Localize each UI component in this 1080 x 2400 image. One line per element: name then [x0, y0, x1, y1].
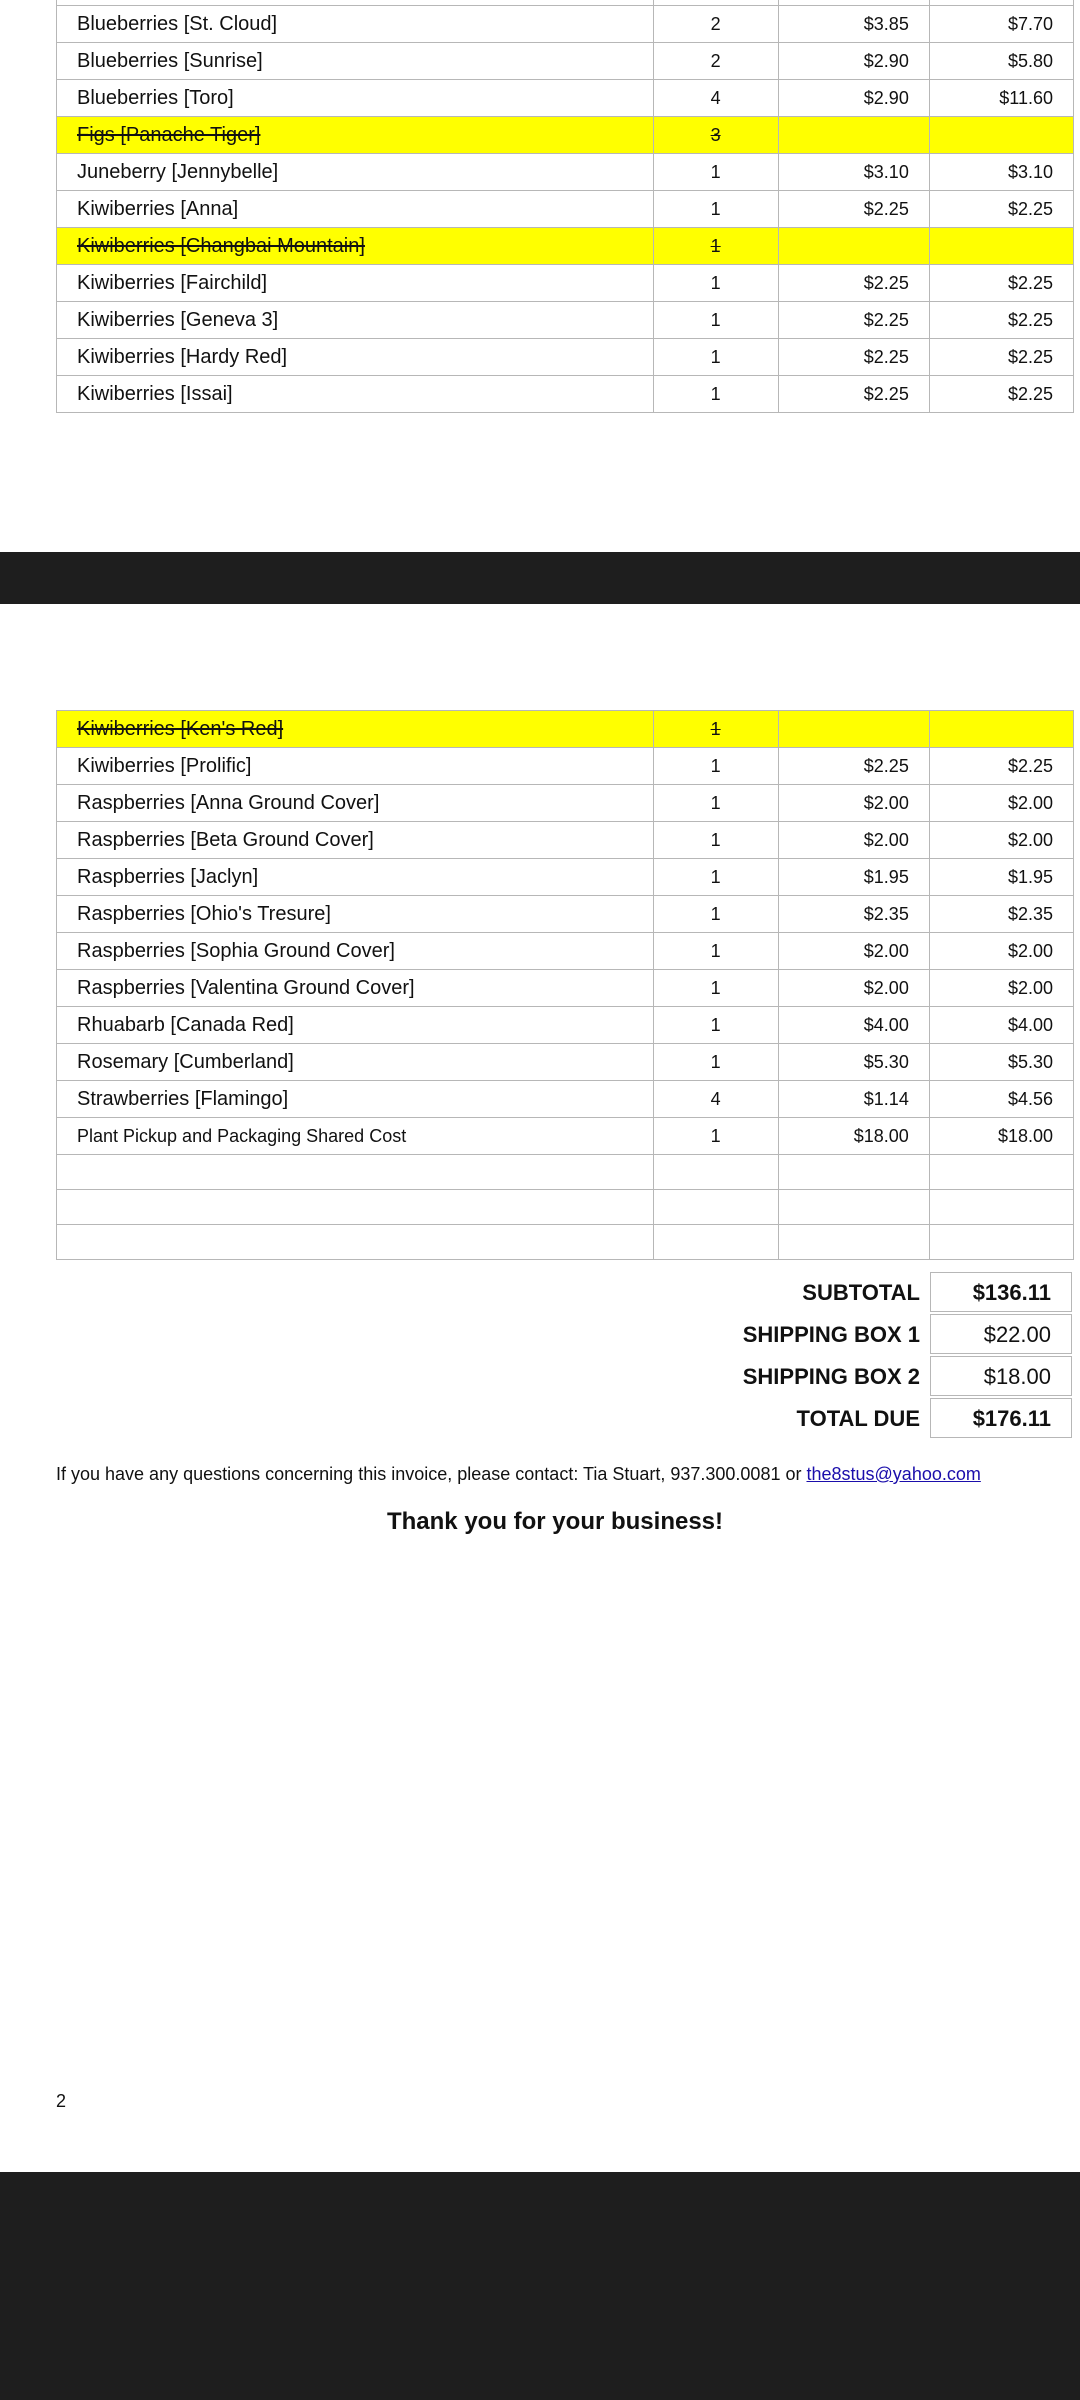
unit-price-cell	[778, 228, 929, 265]
quantity-cell: 1	[653, 376, 778, 413]
empty-cell	[778, 1225, 929, 1260]
item-name-cell: Figs [Panache Tiger]	[57, 117, 654, 154]
quantity-cell: 1	[653, 228, 778, 265]
table-row	[57, 339, 1074, 376]
unit-price-cell	[778, 711, 929, 748]
unit-price-cell: $2.25	[778, 339, 929, 376]
item-name-cell: Raspberries [Valentina Ground Cover]	[57, 970, 654, 1007]
item-name-cell: Kiwiberries [Geneva 3]	[57, 302, 654, 339]
table-row	[57, 154, 1074, 191]
thank-you-message: Thank you for your business!	[386, 1508, 724, 1535]
total-due-value: $176.11	[930, 1398, 1072, 1438]
unit-price-cell: $2.00	[778, 970, 929, 1007]
viewer-background	[0, 2172, 1080, 2400]
line-total-cell: $2.25	[929, 376, 1073, 413]
empty-cell	[929, 1190, 1073, 1225]
unit-price-cell: $2.90	[778, 80, 929, 117]
table-row	[57, 748, 1074, 785]
table-row	[57, 785, 1074, 822]
quantity-cell: 1	[653, 748, 778, 785]
item-name-cell: Rosemary [Cumberland]	[57, 1044, 654, 1081]
shipping-box-1-value: $22.00	[930, 1314, 1072, 1354]
quantity-cell: 2	[653, 6, 778, 43]
item-name-cell: Kiwiberries [Anna]	[57, 191, 654, 228]
unit-price-cell: $18.00	[778, 1118, 929, 1155]
line-total-cell: $2.00	[929, 933, 1073, 970]
line-total-cell: $2.00	[929, 970, 1073, 1007]
item-name-cell: Rhuabarb [Canada Red]	[57, 1007, 654, 1044]
unit-price-cell: $3.10	[778, 154, 929, 191]
unit-price-cell: $2.25	[778, 302, 929, 339]
line-total-cell: $4.00	[929, 1007, 1073, 1044]
contact-email-link[interactable]: the8stus@yahoo.com	[806, 1464, 981, 1484]
table-row	[57, 80, 1074, 117]
empty-cell	[778, 1190, 929, 1225]
subtotal-label: SUBTOTAL	[802, 1280, 920, 1305]
item-name-cell: Kiwiberries [Prolific]	[57, 748, 654, 785]
item-name-cell: Juneberry [Jennybelle]	[57, 154, 654, 191]
shipping-box-1-row	[0, 1314, 1080, 1356]
unit-price-cell: $4.00	[778, 1007, 929, 1044]
table-row	[57, 822, 1074, 859]
quantity-cell: 1	[653, 970, 778, 1007]
line-total-cell	[929, 228, 1073, 265]
line-total-cell: $5.30	[929, 1044, 1073, 1081]
item-name-cell: Raspberries [Ohio's Tresure]	[57, 896, 654, 933]
item-name-cell: Raspberries [Sophia Ground Cover]	[57, 933, 654, 970]
table-row	[57, 191, 1074, 228]
quantity-cell: 1	[653, 1007, 778, 1044]
quantity-cell: 1	[653, 265, 778, 302]
unit-price-cell: $1.95	[778, 859, 929, 896]
shipping-box-2-row	[0, 1356, 1080, 1398]
table-row	[57, 117, 1074, 154]
quantity-cell: 1	[653, 711, 778, 748]
unit-price-cell: $2.25	[778, 265, 929, 302]
table-row	[57, 1118, 1074, 1155]
empty-table-row	[57, 1155, 1074, 1190]
quantity-cell: 1	[653, 154, 778, 191]
quantity-cell: 1	[653, 339, 778, 376]
empty-cell	[653, 1225, 778, 1260]
quantity-cell: 2	[653, 43, 778, 80]
line-total-cell: $2.35	[929, 896, 1073, 933]
quantity-cell: 1	[653, 1118, 778, 1155]
unit-price-cell: $3.85	[778, 6, 929, 43]
invoice-items-table-page-1	[56, 0, 1074, 413]
table-row	[57, 6, 1074, 43]
unit-price-cell: $2.35	[778, 896, 929, 933]
unit-price-cell: $2.25	[778, 191, 929, 228]
table-row	[57, 933, 1074, 970]
document-page-2	[0, 604, 1080, 2172]
item-name-cell: Kiwiberries [Fairchild]	[57, 265, 654, 302]
table-row	[57, 302, 1074, 339]
table-row	[57, 859, 1074, 896]
page-gap	[0, 552, 1080, 604]
table-row	[57, 1044, 1074, 1081]
unit-price-cell: $2.25	[778, 748, 929, 785]
shipping-box-2-label: SHIPPING BOX 2	[742, 1364, 920, 1389]
empty-cell	[929, 1155, 1073, 1190]
quantity-cell: 1	[653, 933, 778, 970]
item-name-cell: Blueberries [Toro]	[57, 80, 654, 117]
empty-cell	[57, 1155, 654, 1190]
quantity-cell: 1	[653, 896, 778, 933]
line-total-cell: $2.25	[929, 339, 1073, 376]
table-row	[57, 711, 1074, 748]
unit-price-cell: $1.14	[778, 1081, 929, 1118]
empty-cell	[57, 1225, 654, 1260]
empty-cell	[929, 1225, 1073, 1260]
quantity-cell: 1	[653, 785, 778, 822]
table-row	[57, 376, 1074, 413]
empty-cell	[57, 1190, 654, 1225]
quantity-cell: 1	[653, 859, 778, 896]
line-total-cell: $5.80	[929, 43, 1073, 80]
quantity-cell: 1	[653, 302, 778, 339]
quantity-cell: 1	[653, 822, 778, 859]
line-total-cell	[929, 711, 1073, 748]
line-total-cell: $2.00	[929, 785, 1073, 822]
empty-cell	[778, 1155, 929, 1190]
empty-table-row	[57, 1225, 1074, 1260]
item-name-cell: Kiwiberries [Issai]	[57, 376, 654, 413]
table-row	[57, 1007, 1074, 1044]
total-due-label: TOTAL DUE	[796, 1406, 920, 1431]
item-name-cell: Kiwiberries [Hardy Red]	[57, 339, 654, 376]
item-name-cell: Kiwiberries [Ken's Red]	[57, 711, 654, 748]
line-total-cell: $11.60	[929, 80, 1073, 117]
line-total-cell	[929, 117, 1073, 154]
item-name-cell: Raspberries [Beta Ground Cover]	[57, 822, 654, 859]
quantity-cell: 1	[653, 1044, 778, 1081]
line-total-cell: $2.00	[929, 822, 1073, 859]
item-name-cell: Blueberries [Sunrise]	[57, 43, 654, 80]
quantity-cell: 1	[653, 191, 778, 228]
quantity-cell: 4	[653, 1081, 778, 1118]
unit-price-cell: $2.00	[778, 933, 929, 970]
invoice-items-table-page-2	[56, 710, 1074, 1260]
line-total-cell: $2.25	[929, 191, 1073, 228]
quantity-cell: 4	[653, 80, 778, 117]
contact-text: If you have any questions concerning this invoice, please contact: Tia Stuart, 937.300.0081 or	[56, 1464, 807, 1484]
table-row	[57, 896, 1074, 933]
document-page-1	[0, 0, 1080, 552]
unit-price-cell: $5.30	[778, 1044, 929, 1081]
item-name-cell: Strawberries [Flamingo]	[57, 1081, 654, 1118]
table-row	[57, 43, 1074, 80]
subtotal-row	[0, 1272, 1080, 1314]
shipping-box-2-value: $18.00	[930, 1356, 1072, 1396]
subtotal-value: $136.11	[930, 1272, 1072, 1312]
line-total-cell: $2.25	[929, 748, 1073, 785]
line-total-cell: $1.95	[929, 859, 1073, 896]
line-total-cell: $3.10	[929, 154, 1073, 191]
quantity-cell: 3	[653, 117, 778, 154]
unit-price-cell	[778, 117, 929, 154]
total-due-row	[0, 1398, 1080, 1440]
item-name-cell: Blueberries [St. Cloud]	[57, 6, 654, 43]
item-name-cell: Plant Pickup and Packaging Shared Cost	[57, 1118, 654, 1155]
empty-cell	[653, 1155, 778, 1190]
unit-price-cell: $2.90	[778, 43, 929, 80]
unit-price-cell: $2.00	[778, 822, 929, 859]
unit-price-cell: $2.00	[778, 785, 929, 822]
empty-cell	[653, 1190, 778, 1225]
shipping-box-1-label: SHIPPING BOX 1	[742, 1322, 920, 1347]
table-row	[57, 970, 1074, 1007]
line-total-cell: $18.00	[929, 1118, 1073, 1155]
line-total-cell: $2.25	[929, 302, 1073, 339]
line-total-cell: $4.56	[929, 1081, 1073, 1118]
unit-price-cell: $2.25	[778, 376, 929, 413]
contact-line	[56, 1464, 981, 1485]
table-row	[57, 265, 1074, 302]
table-row	[57, 1081, 1074, 1118]
table-row	[57, 228, 1074, 265]
line-total-cell: $7.70	[929, 6, 1073, 43]
item-name-cell: Raspberries [Anna Ground Cover]	[57, 785, 654, 822]
empty-table-row	[57, 1190, 1074, 1225]
item-name-cell: Raspberries [Jaclyn]	[57, 859, 654, 896]
item-name-cell: Kiwiberries [Changbai Mountain]	[57, 228, 654, 265]
line-total-cell: $2.25	[929, 265, 1073, 302]
page-number: 2	[56, 2091, 67, 2111]
